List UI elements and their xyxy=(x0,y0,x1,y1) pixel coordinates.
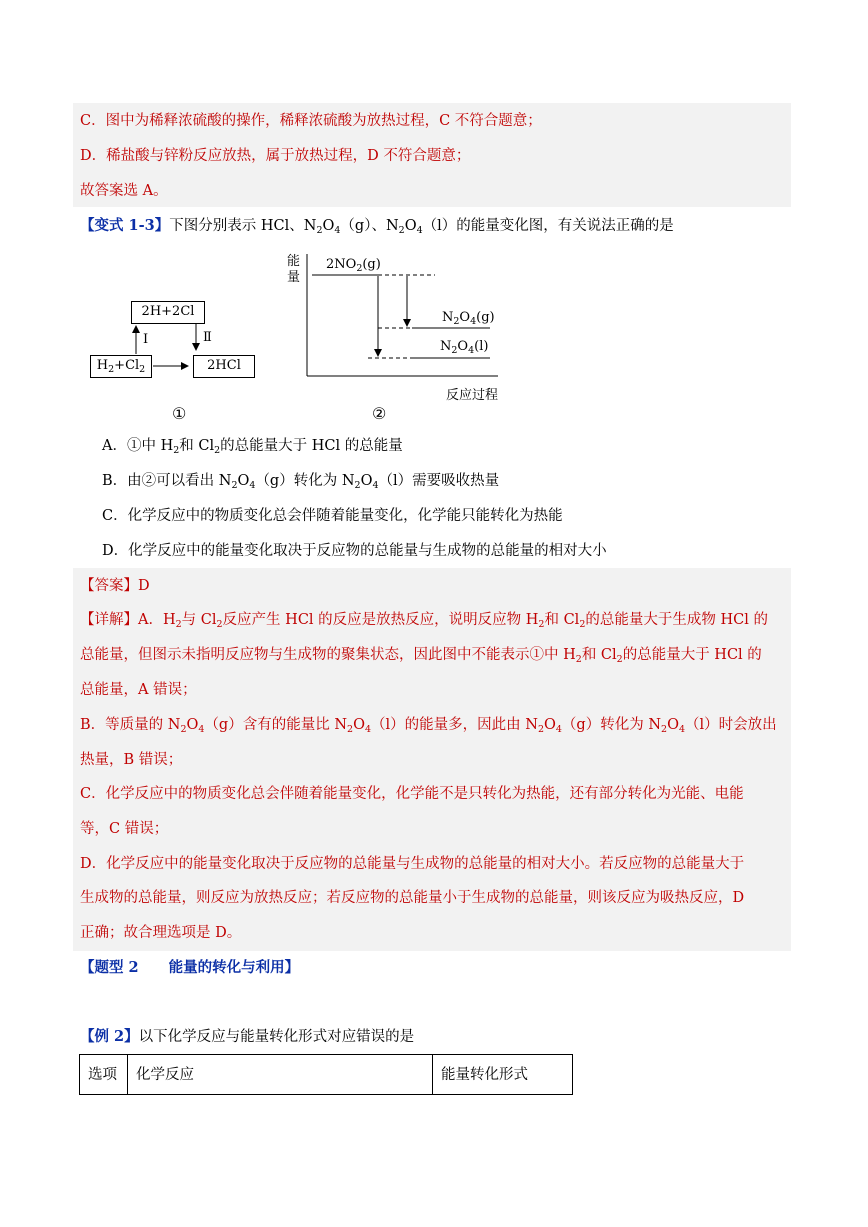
diagram-2-axes-and-levels xyxy=(0,0,868,420)
diagram-2-level-n2o4-liquid: $N_2O_4(l)$ xyxy=(440,339,489,356)
detail-line-8: D．化学反应中的能量变化取决于反应物的总能量与生成物的总能量的相对大小。若反应物的总能量大于 xyxy=(80,856,745,872)
diagram-1-top-box: 2H+2Cl xyxy=(131,301,205,324)
diagram-1-product-box: 2HCl xyxy=(193,355,255,378)
example-2-table xyxy=(79,1054,573,1095)
table-header-row xyxy=(80,1055,573,1095)
table-header-reaction: 化学反应 xyxy=(128,1055,433,1095)
diagram-2-caption: ② xyxy=(372,404,387,423)
option-d: D．化学反应中的能量变化取决于反应物的总能量与生成物的总能量的相对大小 xyxy=(102,543,607,559)
section-heading: 【题型 2 能量的转化与利用】 xyxy=(80,959,300,976)
diagram-2-level-n2o4-gas: $N_2O_4(g)$ xyxy=(442,310,495,327)
diagram-2-y-axis-label-2: 量 xyxy=(287,270,301,285)
detail-line-3: 总能量，A 错误； xyxy=(80,682,197,698)
detail-line-7: 等，C 错误； xyxy=(80,821,169,837)
table-header-energy-form: 能量转化形式 xyxy=(433,1055,573,1095)
diagram-2-x-axis-label: 反应过程 xyxy=(446,388,499,403)
question-tag: 【变式 1-3】 xyxy=(80,217,170,234)
diagram-2-level-2no2: $2NO_2(g)$ xyxy=(326,257,381,274)
diagram-1-caption: ① xyxy=(172,404,187,423)
detail-line-1: 【详解】A．$H_2$与 $Cl_2$反应产生 HCl 的反应是放热反应，说明反应物 $H_2$和 $Cl_2$的总能量大于生成物 HCl 的 xyxy=(80,612,768,630)
detail-line-5: 热量，B 错误； xyxy=(80,752,183,768)
answer-label: 【答案】D xyxy=(80,578,150,594)
detail-line-9: 生成物的总能量，则反应为放热反应；若反应物的总能量小于生成物的总能量，则该反应为吸热反应，D xyxy=(80,890,745,906)
prev-option-d-explanation: D．稀盐酸与锌粉反应放热，属于放热过程，D 不符合题意； xyxy=(80,148,471,164)
detail-line-6: C．化学反应中的物质变化总会伴随着能量变化，化学能不是只转化为热能，还有部分转化为光能、电能 xyxy=(80,786,744,802)
prev-option-c-explanation: C．图中为稀释浓硫酸的操作，稀释浓硫酸为放热过程，C 不符合题意； xyxy=(80,113,542,129)
example-2-stem: 【例 2】以下化学反应与能量转化形式对应错误的是 xyxy=(80,1028,415,1045)
diagram-1-step-1-label: Ⅰ xyxy=(143,332,149,347)
detail-line-4: B．等质量的 $N_2O_4(g)$含有的能量比 $N_2O_4(l)$的能量多，因此由 $N_2O_4(g)$转化为 $N_2O_4(l)$时会放出 xyxy=(80,717,777,735)
option-a: A．①中 $H_2$和 $Cl_2$的总能量大于 HCl 的总能量 xyxy=(102,438,403,456)
detail-line-10: 正确；故合理选项是 D。 xyxy=(80,925,242,941)
table-header-option: 选项 xyxy=(80,1055,128,1095)
option-b: B．由②可以看出 $N_2O_4(g)$转化为 $N_2O_4(l)$需要吸收热量 xyxy=(102,473,500,491)
detail-line-2: 总能量，但图示未指明反应物与生成物的聚集状态，因此图中不能表示①中 $H_2$和 $Cl_2$的总能量大于 HCl 的 xyxy=(80,647,762,665)
diagram-1-step-2-label: Ⅱ xyxy=(203,330,212,345)
diagram-1-reactant-box: $H_2+Cl_2$ xyxy=(90,355,152,378)
prev-answer-conclusion: 故答案选 A。 xyxy=(80,183,168,199)
diagram-2-y-axis-label-1: 能 xyxy=(287,254,301,269)
option-c: C．化学反应中的物质变化总会伴随着能量变化，化学能只能转化为热能 xyxy=(102,508,563,524)
question-1-3-stem: 【变式 1-3】下图分别表示 HCl、$N_2O_4(g)$、$N_2O_4(l)$的能量变化图，有关说法正确的是 xyxy=(80,217,674,236)
